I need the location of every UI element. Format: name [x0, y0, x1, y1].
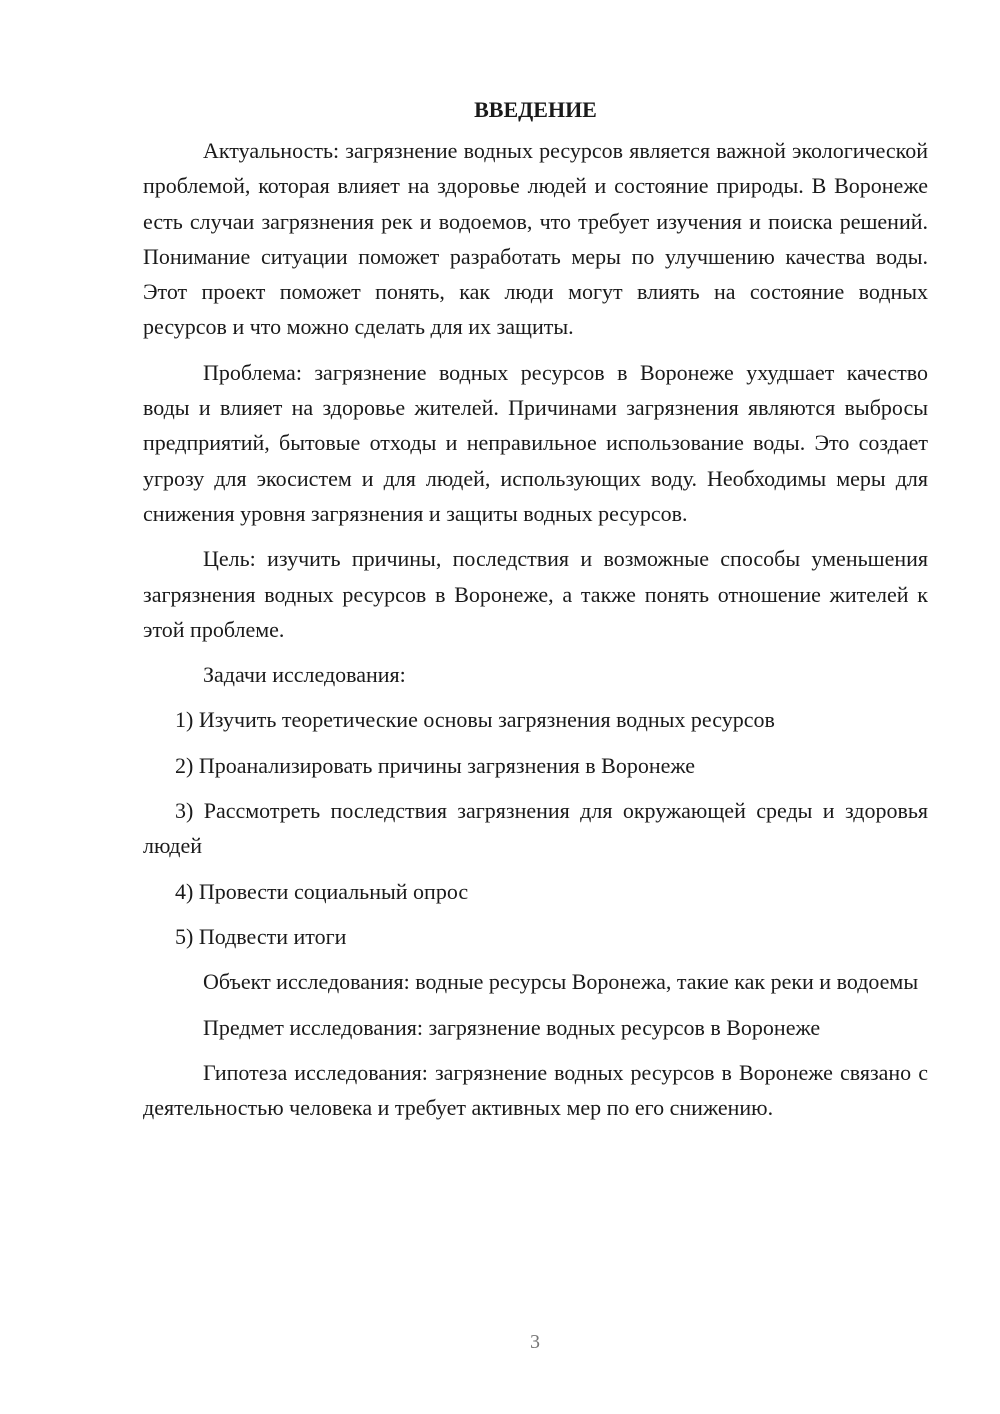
task-item-3: 3) Рассмотреть последствия загрязнения для окружающей среды и здоровья людей: [143, 798, 928, 859]
relevance-paragraph: Актуальность: загрязнение водных ресурсов является важной экологической проблемой, которая влияет на здоровье людей и состояние природы. В Воронеже есть случаи загрязнения рек и водоемов, что требует изучения и поиска решений. Понимание ситуации поможет разработать меры по улучшению качества воды. Этот проект поможет понять, как люди могут влиять на состояние водных ресурсов и что можно сделать для их защиты.: [143, 138, 928, 340]
object-paragraph: Объект исследования: водные ресурсы Воронежа, такие как реки и водоемы: [203, 969, 919, 995]
subject-paragraph: Предмет исследования: загрязнение водных ресурсов в Воронеже: [203, 1014, 821, 1040]
document-page: [143, 92, 928, 1135]
task-item-4: 4) Провести социальный опрос: [175, 878, 469, 904]
task-item-1: 1) Изучить теоретические основы загрязнения водных ресурсов: [175, 707, 775, 733]
section-title: ВВЕДЕНИЕ: [474, 97, 597, 122]
goal-paragraph: Цель: изучить причины, последствия и возможные способы уменьшения загрязнения водных ресурсов в Воронеже, а также понять отношение жителей к этой проблеме.: [143, 546, 928, 642]
task-item-5: 5) Подвести итоги: [175, 923, 347, 949]
tasks-heading: Задачи исследования:: [203, 662, 406, 688]
task-item-2: 2) Проанализировать причины загрязнения в Воронеже: [175, 752, 696, 778]
page-number: 3: [530, 1331, 540, 1353]
problem-paragraph: Проблема: загрязнение водных ресурсов в Воронеже ухудшает качество воды и влияет на здоровье жителей. Причинами загрязнения являются выбросы предприятий, бытовые отходы и неправильное использование воды. Это создает угрозу для экосистем и для людей, использующих воду. Необходимы меры для снижения уровня загрязнения и защиты водных ресурсов.: [143, 359, 928, 526]
hypothesis-paragraph: Гипотеза исследования: загрязнение водных ресурсов в Воронеже связано с деятельностью человека и требует активных мер по его снижению.: [143, 1059, 928, 1121]
